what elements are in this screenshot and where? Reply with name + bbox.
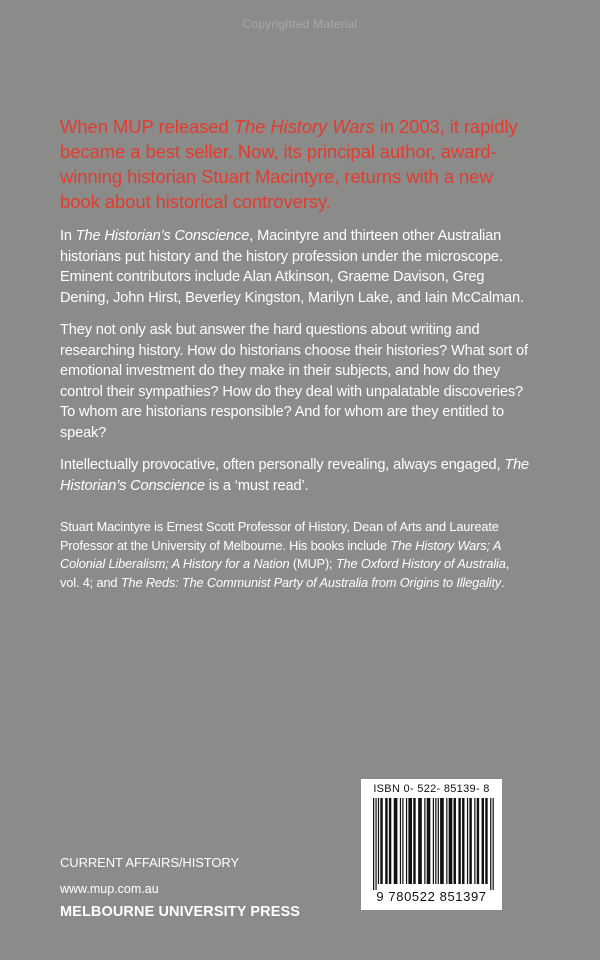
bio-post: . [501,574,505,590]
barcode-bar [469,798,471,884]
para3-pre: Intellectually provocative, often personally revealing, always engaged, [60,457,505,473]
barcode-bar [438,798,439,884]
bio-mid-2: , vol. 4; and [60,556,510,590]
barcode-bar [385,798,387,884]
barcode-bar [474,798,475,884]
isbn-label: ISBN 0- 522- 85139- 8 [373,783,490,795]
bio-titles-1: The History Wars; A Colonial Liberalism; A History for a Nation [60,537,501,571]
barcode-bar [477,798,479,884]
barcode [361,779,502,910]
barcode-bar [435,798,436,884]
barcode-bar [380,798,382,884]
barcode-bar [433,798,434,884]
barcode-bar [373,798,374,890]
barcode-bar [493,798,494,890]
barcode-bars [373,798,495,890]
barcode-bar [458,798,460,884]
para3-post: is a ‘must read’. [204,477,309,494]
barcode-bar [449,798,453,884]
ean-number: 9 780522 851397 [376,889,487,904]
category-label: CURRENT AFFAIRS/HISTORY [60,855,240,870]
para1-pre: In [60,228,76,244]
paragraph-recommendation [60,455,530,496]
barcode-bar [462,798,464,884]
lead-text-start: When MUP released [60,116,234,137]
para1-book-title: The Historian’s Conscience [75,228,250,244]
para1-post: , Macintyre and thirteen other Australian historians put history and the history profession under the microscope. Eminent contributors include Alan Atkinson, Graeme Davison, Greg Dening, John Hirst, Beverley Kingston, Marilyn Lake, and Iain McCalman. [60,228,524,306]
barcode-bar [454,798,456,884]
watermark: Copyrighted Material [242,17,358,31]
publisher-name: MELBOURNE UNIVERSITY PRESS [60,904,301,920]
bio-titles-2: The Oxford History of Australia [335,556,506,571]
barcode-bar [375,798,376,890]
barcode-bar [467,798,468,884]
barcode-bar [418,798,422,884]
barcode-bar [402,798,403,884]
barcode-bar [427,798,431,884]
barcode-bar [406,798,407,884]
bio-pre: Stuart Macintyre is Ernest Scott Professor of History, Dean of Arts and Laureate Professor at the University of Melbourne. His books include [60,519,499,553]
barcode-bar [394,798,398,884]
barcode-bar [378,798,379,884]
barcode-bar [389,798,391,884]
paragraph-contributors [60,226,530,308]
lead-blurb [60,114,530,214]
barcode-bar [400,798,401,884]
barcode-bar [485,798,487,884]
paragraph-questions: They not only ask but answer the hard questions about writing and researching history. How do historians choose their histories? What sort of emotional investment do they make in their subjects, and how do they control their sympathies? How do they deal with unpalatable discoveries? To whom are historians responsible? And for whom are they entitled to speak? [60,322,528,441]
barcode-bar [482,798,484,884]
bio-titles-3: The Reds: The Communist Party of Australia from Origins to Illegality [120,574,502,590]
barcode-bar [424,798,425,884]
lead-book-title: The History Wars [233,116,375,137]
bio-mid-1: (MUP); [289,556,336,571]
author-bio [60,518,530,592]
barcode-bar [446,798,447,884]
back-cover-text [60,114,530,592]
para3-book-title: The Historian’s Conscience [60,457,530,494]
barcode-bar [440,798,444,884]
barcode-bar [408,798,412,884]
lead-text-end: in 2003, it rapidly became a best seller. Now, its principal author, award-winning historian Stuart Macintyre, returns with a new book about historical controversy. [60,116,518,212]
barcode-bar [413,798,415,884]
barcode-bar [490,798,491,890]
publisher-url: www.mup.com.au [60,882,159,896]
